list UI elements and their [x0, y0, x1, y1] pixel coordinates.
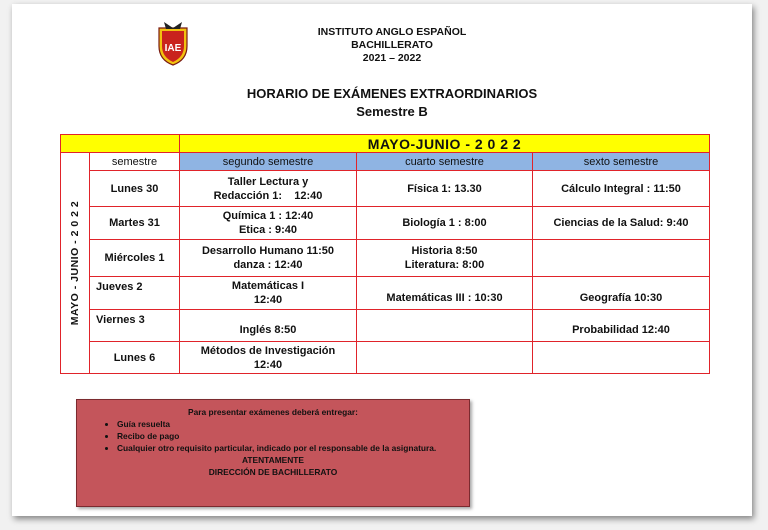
- exam-line: Literatura: 8:00: [404, 259, 485, 271]
- column-header-second: segundo semestre: [179, 152, 357, 171]
- exam-cell: [179, 239, 357, 277]
- exam-cell: [179, 170, 357, 207]
- institution-header: [202, 26, 582, 65]
- document-subtitle: Semestre B: [356, 104, 428, 119]
- day-cell: Viernes 3: [89, 309, 180, 342]
- period-title: MAYO-JUNIO - 2 0 2 2: [179, 134, 710, 153]
- exam-line: 12:40: [253, 358, 283, 371]
- exam-cell: [179, 206, 357, 240]
- side-period-label-cell: [60, 152, 90, 374]
- requirement-item: • Guía resuelta: [117, 418, 469, 430]
- requirements-notice: [76, 399, 470, 507]
- exam-line: Etica : 9:40: [238, 224, 298, 236]
- exam-line: Desarrollo Humano 11:50: [201, 245, 335, 257]
- corner-cell: [60, 134, 180, 153]
- school-year: 2021 – 2022: [362, 52, 422, 64]
- empty-cell: [356, 309, 533, 342]
- exam-cell: Biología 1 : 8:00: [356, 206, 533, 240]
- institution-name: INSTITUTO ANGLO ESPAÑOL: [317, 26, 467, 38]
- exam-schedule-table: [60, 134, 710, 374]
- school-level: BACHILLERATO: [351, 39, 433, 51]
- exam-cell: Probabilidad 12:40: [532, 309, 710, 342]
- empty-cell: [356, 341, 533, 374]
- exam-cell: Matemáticas III : 10:30: [356, 276, 533, 310]
- exam-cell: [356, 239, 533, 277]
- document-title-block: [202, 85, 582, 121]
- exam-line: 12:40: [253, 294, 283, 306]
- exam-cell: [179, 341, 357, 374]
- svg-text:IAE: IAE: [164, 43, 182, 54]
- exam-line: danza : 12:40: [233, 259, 303, 271]
- exam-line: Historia 8:50: [411, 245, 478, 257]
- column-header-semestre: semestre: [89, 152, 180, 171]
- exam-cell: Física 1: 13.30: [356, 170, 533, 207]
- side-period-label: MAYO - JUNIO - 2 0 2 2: [69, 200, 81, 326]
- exam-line: Matemáticas I: [231, 280, 305, 292]
- column-header-fourth: cuarto semestre: [356, 152, 533, 171]
- empty-cell: [532, 239, 710, 277]
- document-title: HORARIO DE EXÁMENES EXTRAORDINARIOS: [246, 86, 538, 101]
- requirement-item: • Cualquier otro requisito particular, indicado por el responsable de la asignatura.: [117, 442, 469, 454]
- day-cell: Martes 31: [89, 206, 180, 240]
- requirement-item: • Recibo de pago: [117, 430, 469, 442]
- exam-line: Redacción 1: 12:40: [213, 189, 323, 202]
- exam-cell: Geografía 10:30: [532, 276, 710, 310]
- exam-cell: [179, 276, 357, 310]
- day-cell: Lunes 6: [89, 341, 180, 374]
- column-header-sixth: sexto semestre: [532, 152, 710, 171]
- exam-line: Taller Lectura y: [227, 175, 309, 188]
- exam-cell: Cálculo Integral : 11:50: [532, 170, 710, 207]
- exam-cell: Inglés 8:50: [179, 309, 357, 342]
- day-cell: Miércoles 1: [89, 239, 180, 277]
- day-cell: Jueves 2: [89, 276, 180, 310]
- exam-line: Métodos de Investigación: [200, 344, 336, 357]
- document-page: [12, 4, 752, 516]
- day-cell: Lunes 30: [89, 170, 180, 207]
- exam-line: Química 1 : 12:40: [222, 210, 314, 222]
- notice-intro: Para presentar exámenes deberá entregar:: [188, 407, 358, 417]
- empty-cell: [532, 341, 710, 374]
- requirements-list: [77, 418, 469, 454]
- school-crest-logo: [154, 20, 192, 66]
- exam-cell: Ciencias de la Salud: 9:40: [532, 206, 710, 240]
- notice-signature: DIRECCIÓN DE BACHILLERATO: [208, 467, 338, 477]
- notice-closing: ATENTAMENTE: [241, 455, 305, 465]
